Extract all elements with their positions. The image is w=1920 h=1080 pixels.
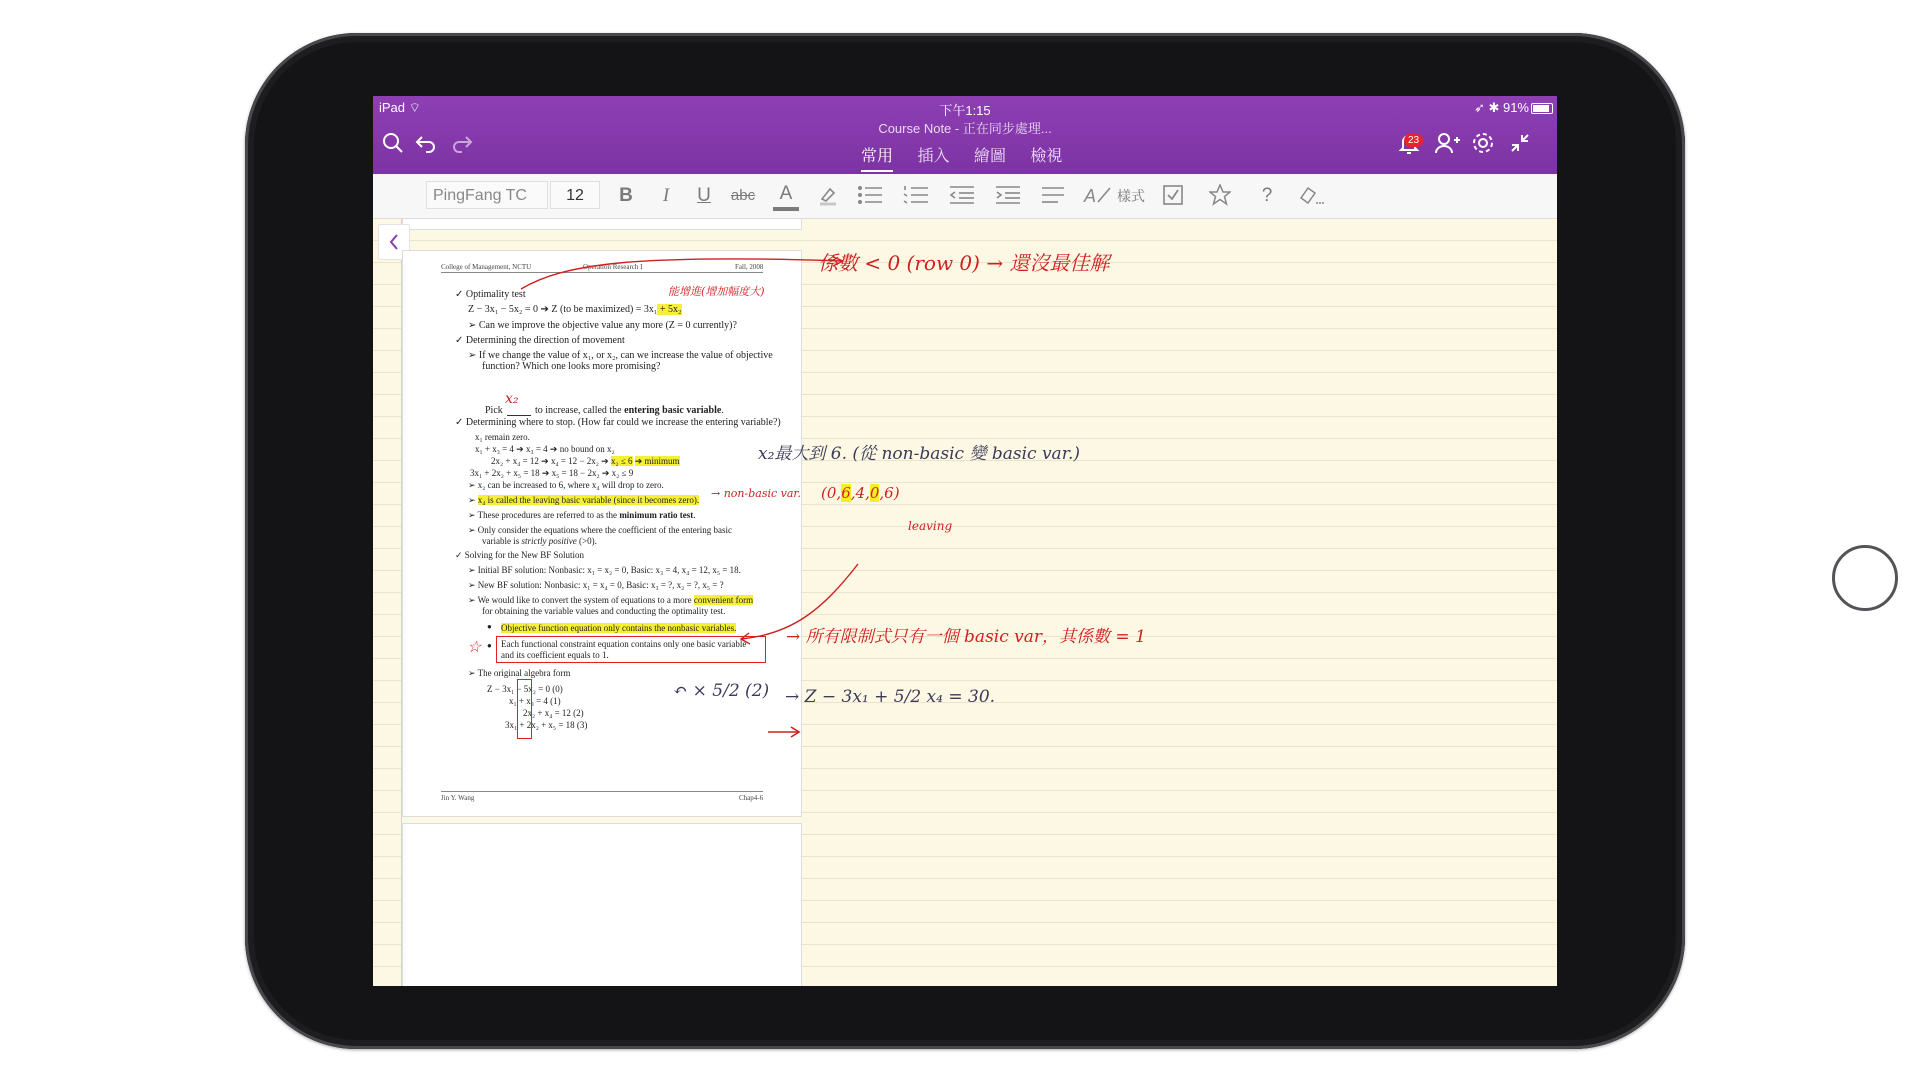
styles-label[interactable]: 樣式 bbox=[1117, 188, 1145, 204]
bold-icon[interactable]: B bbox=[619, 185, 633, 206]
strikethrough-icon[interactable]: abc bbox=[730, 187, 756, 204]
note-not-optimal: 係數 < 0 (row 0) → 還沒最佳解 bbox=[818, 251, 1110, 275]
slide-line: function? Which one looks more promising? bbox=[482, 361, 661, 372]
slide-footer-right: Chap4-6 bbox=[739, 794, 764, 802]
svg-text:A: A bbox=[1084, 186, 1097, 206]
slide-line: ➢ Can we improve the objective value any more (Z = 0 currently)? bbox=[468, 320, 737, 331]
note-leaving: leaving bbox=[908, 519, 953, 533]
slide-line: ✓ Optimality test bbox=[455, 289, 526, 300]
checkbox-icon[interactable] bbox=[1163, 185, 1183, 205]
slide-line: ✓ Determining where to stop. (How far could we increase the entering variable?) bbox=[455, 417, 781, 428]
star-mark: ☆ bbox=[467, 637, 482, 656]
tab-insert[interactable]: 插入 bbox=[917, 148, 950, 165]
slide-line: ➢ Initial BF solution: Nonbasic: x₁ = x₂ = 0, Basic: x₃ = 4, x₄ = 12, x₅ = 18. bbox=[468, 565, 741, 575]
slide-line: 2x₂ + x₄ = 12 ➔ x₄ = 12 − 2x₂ ➔ x₂ ≤ 6 ➔ minimum bbox=[491, 456, 680, 466]
document-title: Course Note - 正在同步處理... bbox=[878, 121, 1052, 136]
slide-line: ➢ We would like to convert the system of equations to a more convenient form bbox=[468, 595, 754, 605]
status-battery-text: ➶ ✱ 91% bbox=[1473, 100, 1529, 115]
slide-header-center: Operation Research I bbox=[583, 263, 643, 271]
highlighter-icon[interactable] bbox=[817, 184, 839, 206]
ink-strokes bbox=[373, 219, 1557, 986]
slide-header-right: Fall, 2008 bbox=[735, 263, 764, 271]
home-button[interactable] bbox=[1832, 545, 1898, 611]
redo-icon[interactable] bbox=[450, 131, 474, 155]
collapse-icon[interactable] bbox=[1508, 131, 1532, 155]
note-increase: 能增進(增加幅度大) bbox=[668, 285, 765, 298]
slide-line: to increase, called the entering basic variable. bbox=[535, 405, 724, 416]
slide-line: x₁ remain zero. bbox=[475, 432, 530, 442]
underline-icon[interactable]: U bbox=[697, 185, 711, 206]
undo-icon[interactable] bbox=[414, 131, 438, 155]
slide-line: for obtaining the variable values and conducting the optimality test. bbox=[482, 606, 726, 616]
font-color-icon[interactable]: A bbox=[773, 183, 799, 211]
slide-header-left: College of Management, NCTU bbox=[441, 263, 532, 271]
note-multiply: ↶ × 5/2 (2) bbox=[673, 681, 770, 701]
gear-icon[interactable] bbox=[1471, 131, 1495, 155]
search-icon[interactable] bbox=[381, 131, 405, 155]
note-x2-max: x₂最大到 6. (從 non-basic 變 basic var.) bbox=[758, 444, 1080, 464]
screen bbox=[373, 96, 1557, 986]
add-person-icon[interactable] bbox=[1434, 131, 1460, 155]
note-result: → Z − 3x₁ + 5/2 x₄ = 30. bbox=[785, 687, 996, 707]
star-icon[interactable] bbox=[1209, 184, 1231, 206]
title-bar bbox=[373, 96, 1557, 174]
battery-icon bbox=[1531, 103, 1553, 114]
bullet-dot: ● bbox=[487, 622, 492, 631]
note-basic-var: → 所有限制式只有一個 basic var，其係數 = 1 bbox=[786, 627, 1146, 647]
italic-icon[interactable]: I bbox=[662, 185, 670, 206]
slide-line: ➢ These procedures are referred to as the minimum ratio test. bbox=[468, 510, 696, 520]
align-icon[interactable] bbox=[1041, 185, 1065, 205]
font-name-field[interactable]: PingFang TC bbox=[426, 181, 548, 209]
note-nonbasic: → non-basic var. bbox=[711, 487, 801, 500]
slide-line: Objective function equation only contains the nonbasic variables. bbox=[501, 623, 737, 633]
slide-line: ➢ The original algebra form bbox=[468, 668, 571, 678]
bullet-dot: ● bbox=[487, 641, 492, 650]
tab-view[interactable]: 檢視 bbox=[1030, 148, 1063, 165]
clear-format-icon[interactable] bbox=[1297, 184, 1325, 206]
decrease-indent-icon[interactable] bbox=[949, 185, 975, 205]
font-size-field[interactable]: 12 bbox=[550, 181, 600, 209]
help-icon[interactable]: ? bbox=[1261, 185, 1273, 206]
slide-line: 3x₁ + 2x₂ + x₅ = 18 ➔ x₅ = 18 − 2x₂ ➔ x₂ ≤ 9 bbox=[470, 468, 634, 478]
slide-line: ➢ If we change the value of x₁, or x₂, can we increase the value of objective bbox=[468, 350, 773, 361]
slide-line: ✓ Determining the direction of movement bbox=[455, 335, 625, 346]
slide-line: and its coefficient equals to 1. bbox=[501, 650, 609, 660]
slide-line: 3x₁ + 2x₂ + x₅ = 18 (3) bbox=[505, 720, 588, 730]
tab-draw[interactable]: 繪圖 bbox=[973, 148, 1006, 165]
tab-home[interactable]: 常用 bbox=[861, 143, 893, 172]
slide-line: Each functional constraint equation contains only one basic variable bbox=[501, 639, 747, 649]
bullet-list-icon[interactable] bbox=[857, 185, 883, 205]
note-pick-x2: x₂ bbox=[505, 391, 519, 407]
slide-line: x₁ + x₃ = 4 (1) bbox=[509, 696, 561, 706]
formatting-ribbon bbox=[373, 174, 1557, 219]
slide-line: 2x₂ + x₄ = 12 (2) bbox=[523, 708, 584, 718]
slide-line: Z − 3x₁ − 5x₂ = 0 (0) bbox=[487, 684, 563, 694]
numbered-list-icon[interactable] bbox=[903, 185, 929, 205]
slide-footer-left: Jin Y. Wang bbox=[441, 794, 475, 802]
note-tuple: (0,6,4,0,6) bbox=[821, 484, 900, 502]
slide-line: x₁ + x₃ = 4 ➔ x₃ = 4 ➔ no bound on x₂ bbox=[475, 444, 615, 454]
status-time: 下午1:15 bbox=[939, 103, 991, 118]
slide-line: ➢ New BF solution: Nonbasic: x₁ = x₄ = 0, Basic: x₃ = ?, x₂ = ?, x₅ = ? bbox=[468, 580, 724, 590]
ribbon-tabs bbox=[861, 143, 1082, 171]
slide-line: variable is strictly positive (>0). bbox=[482, 536, 597, 546]
increase-indent-icon[interactable] bbox=[995, 185, 1021, 205]
note-canvas[interactable] bbox=[373, 219, 1557, 986]
slide-line: ➢ Only consider the equations where the coefficient of the entering basic bbox=[468, 525, 733, 535]
slide-line: ➢ x₂ can be increased to 6, where x₄ will drop to zero. bbox=[468, 480, 664, 490]
slide-line: Pick bbox=[485, 405, 503, 416]
slide-line: ✓ Solving for the New BF Solution bbox=[455, 550, 585, 560]
notification-badge: 23 bbox=[1404, 134, 1423, 147]
slide-line: Z − 3x₁ − 5x₂ = 0 ➔ Z (to be maximized) = 3x₁ + 5x₂ bbox=[468, 304, 682, 315]
slide-line: ➢ x₄ is called the leaving basic variable (since it becomes zero). bbox=[468, 495, 700, 505]
styles-icon[interactable] bbox=[1083, 183, 1113, 207]
status-device: iPad ⌔ bbox=[379, 100, 421, 115]
